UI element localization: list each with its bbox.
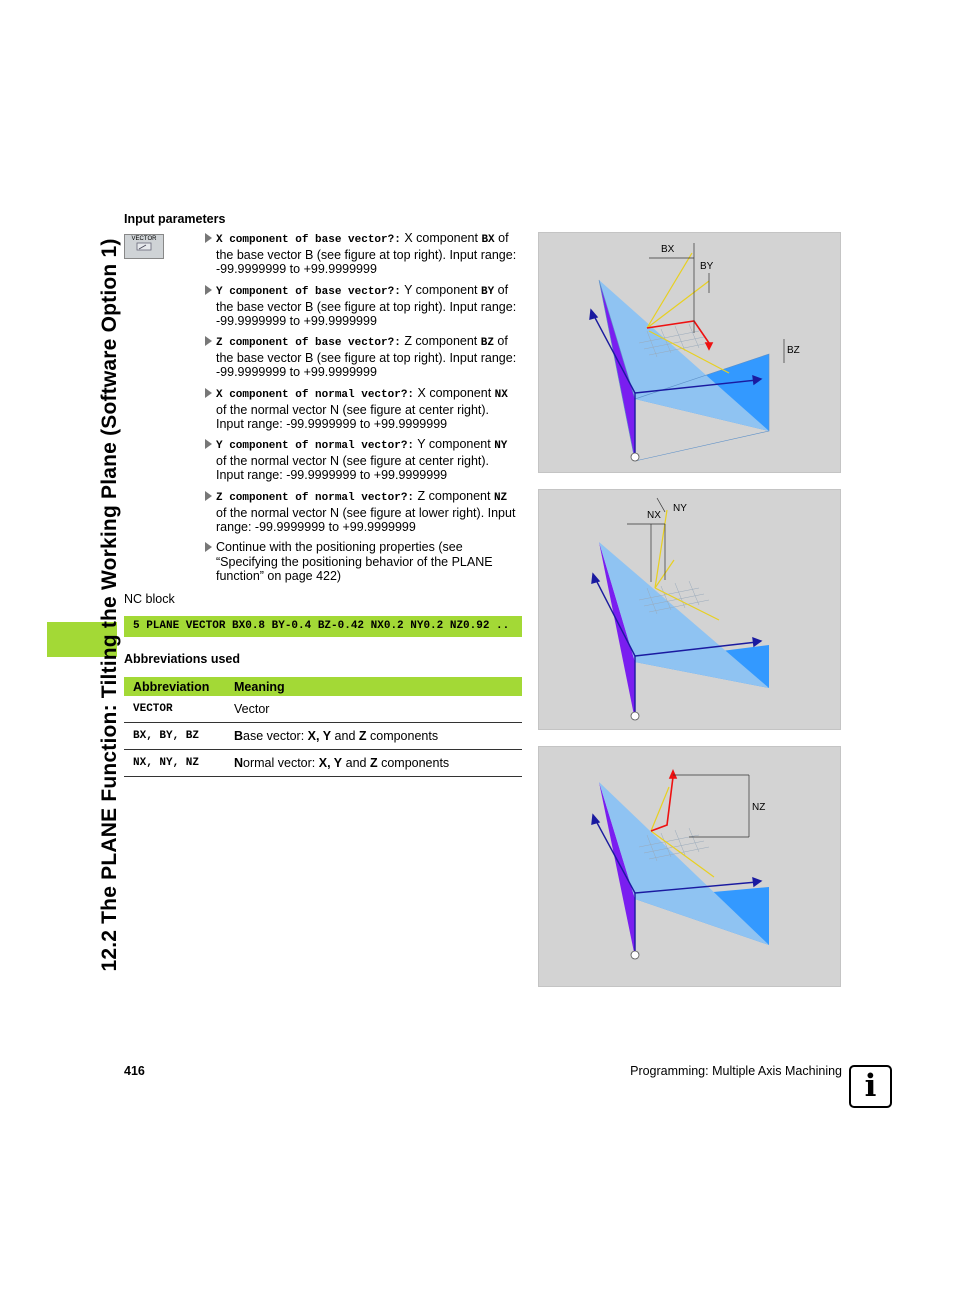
table-cell-abbr: BX, BY, BZ [124, 723, 225, 750]
table-row [124, 696, 522, 723]
figure-label-nx: NX [647, 510, 661, 521]
abbreviations-heading: Abbreviations used [124, 652, 240, 666]
param-text: of the normal vector N (see figure at center right). Input range: -99.9999999 to +99.9999999 [216, 402, 490, 431]
figure-label-by: BY [700, 261, 714, 272]
bullet-triangle-icon [205, 491, 212, 501]
bullet-triangle-icon [205, 233, 212, 243]
meaning-text: ormal vector: [243, 756, 319, 770]
bullet-triangle-icon [205, 439, 212, 449]
param-bx [205, 231, 520, 277]
table-header-abbreviation: Abbreviation [124, 677, 225, 696]
param-prompt: Z component of normal vector?: [216, 492, 415, 504]
param-prompt: X component of normal vector?: [216, 389, 415, 401]
param-text: of the base vector B (see figure at top right). Input range: -99.9999999 to +99.9999999 [216, 231, 517, 276]
param-code: NX [494, 389, 508, 401]
param-text: of the base vector B (see figure at top right). Input range: -99.9999999 to +99.9999999 [216, 334, 517, 379]
chapter-title-text: 12.2 The PLANE Function: Tilting the Working Plane (Software Option 1) [98, 238, 121, 972]
param-code: NY [494, 440, 508, 452]
figure-label-bz: BZ [787, 345, 800, 356]
table-cell-meaning [225, 750, 522, 777]
table-cell-abbr: VECTOR [124, 696, 225, 723]
meaning-text: components [366, 729, 439, 743]
param-text: of the base vector B (see figure at top right). Input range: -99.9999999 to +99.9999999 [216, 283, 517, 328]
param-text: X component [414, 386, 495, 400]
param-code: BZ [480, 337, 494, 349]
continue-text: Continue with the positioning properties (see “Specifying the positioning behavior of the PLANE function” on page 422) [216, 540, 493, 583]
meaning-bold: X, Y [307, 729, 332, 743]
param-code: BX [481, 234, 495, 246]
table-cell-meaning [225, 696, 522, 723]
input-parameters-heading: Input parameters [124, 212, 226, 226]
info-icon-glyph: i [864, 1068, 877, 1104]
meaning-text: and [331, 729, 359, 743]
vector-softkey-icon [134, 242, 154, 252]
continue-note [205, 540, 520, 584]
param-text: of the normal vector N (see figure at lower right). Input range: -99.9999999 to +99.9999999 [216, 505, 516, 534]
figure-normal-vector-z-drawing [539, 747, 840, 988]
table-row [124, 723, 522, 750]
meaning-bold: N [234, 756, 244, 770]
param-nx [205, 386, 520, 432]
param-text: X component [400, 231, 482, 245]
chapter-title [100, 215, 120, 995]
figure-label-ny: NY [673, 503, 687, 514]
param-bz [205, 334, 520, 380]
param-prompt: Y component of base vector?: [216, 286, 401, 298]
param-text: Y component [414, 437, 495, 451]
meaning-text: Vector [234, 702, 270, 716]
meaning-bold: B [234, 729, 244, 743]
vector-softkey[interactable] [124, 234, 164, 259]
figure-label-bx: BX [661, 244, 675, 255]
param-text: Z component [400, 334, 481, 348]
abbreviations-table [124, 677, 522, 777]
vector-softkey-label: VECTOR [131, 236, 157, 242]
param-text: Z component [414, 489, 494, 503]
info-icon [849, 1065, 892, 1108]
footer-section-title: Programming: Multiple Axis Machining [630, 1064, 842, 1078]
figure-label-nz: NZ [752, 802, 766, 813]
figure-normal-vector-xy [538, 489, 841, 730]
bullet-triangle-icon [205, 285, 212, 295]
meaning-text: components [377, 756, 450, 770]
figure-normal-vector-z [538, 746, 841, 987]
bullet-triangle-icon [205, 388, 212, 398]
table-cell-meaning [225, 723, 522, 750]
param-prompt: X component of base vector?: [216, 234, 401, 246]
meaning-text: ase vector: [243, 729, 308, 743]
table-cell-abbr: NX, NY, NZ [124, 750, 225, 777]
param-prompt: Z component of base vector?: [216, 337, 401, 349]
meaning-bold: Z [369, 756, 378, 770]
param-code: BY [481, 286, 495, 298]
bullet-triangle-icon [205, 336, 212, 346]
param-by [205, 283, 520, 329]
figure-normal-vector-xy-drawing [539, 490, 840, 729]
table-header-meaning: Meaning [225, 677, 522, 696]
param-prompt: Y component of normal vector?: [216, 440, 415, 452]
bullet-triangle-icon [205, 542, 212, 552]
param-nz [205, 489, 520, 535]
meaning-bold: Z [358, 729, 367, 743]
meaning-bold: X, Y [318, 756, 343, 770]
table-header-row [124, 677, 522, 696]
table-row [124, 750, 522, 777]
param-text: Y component [400, 283, 481, 297]
figure-base-vector [538, 232, 841, 473]
page-number: 416 [124, 1064, 145, 1078]
meaning-text: and [342, 756, 370, 770]
param-ny [205, 437, 520, 483]
param-code: NZ [493, 492, 508, 504]
nc-block-label: NC block [124, 592, 175, 606]
nc-code-bar: 5 PLANE VECTOR BX0.8 BY-0.4 BZ-0.42 NX0.2 NY0.2 NZ0.92 .. [124, 616, 522, 637]
param-text: of the normal vector N (see figure at center right). Input range: -99.9999999 to +99.9999999 [216, 453, 490, 482]
